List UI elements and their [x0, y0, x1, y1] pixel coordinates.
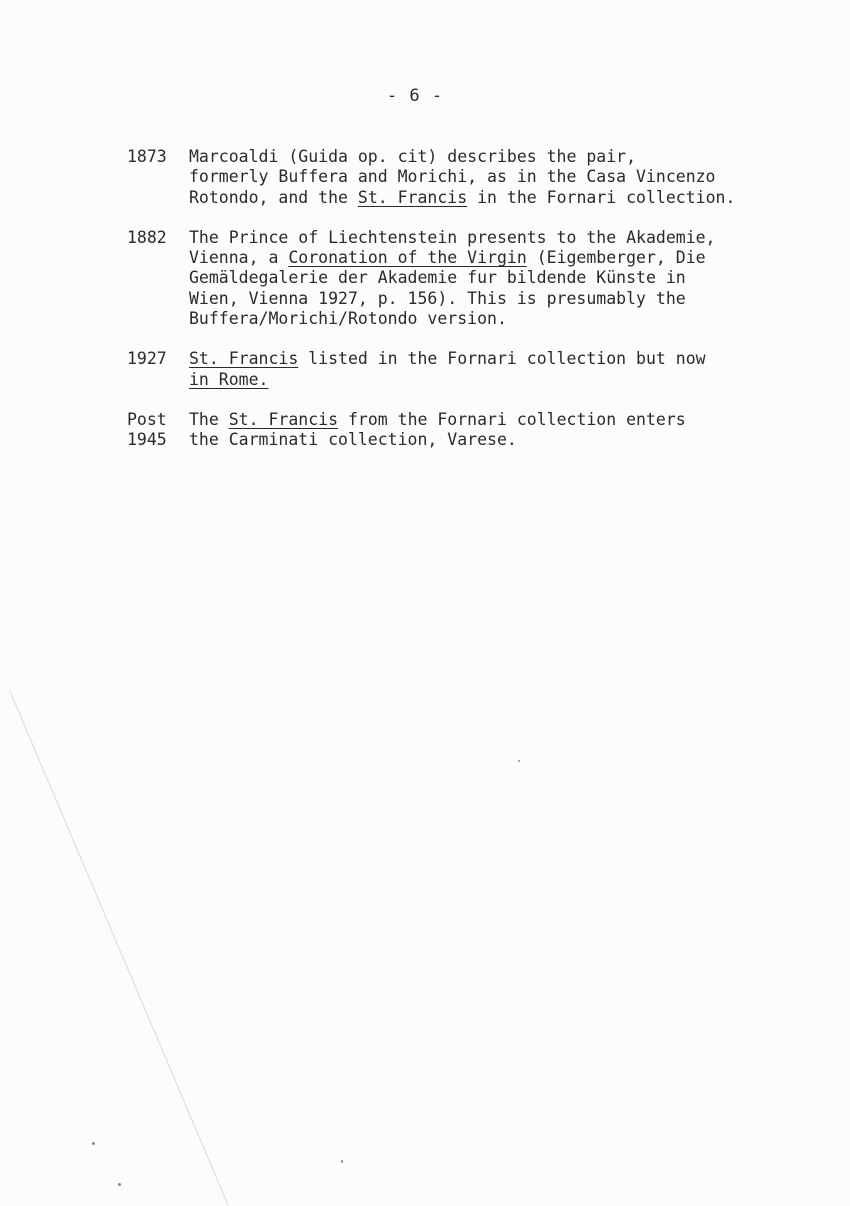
entry-year-line: 1873 — [127, 147, 167, 166]
underlined-title: Coronation of the Virgin — [288, 248, 527, 268]
text-segment: Marcoaldi (Guida op. cit) describes the pair, — [189, 147, 637, 166]
chronology-entry — [127, 228, 827, 329]
entry-text — [189, 228, 716, 329]
text-segment: from the Fornari collection enters — [338, 409, 686, 429]
chronology-entry — [127, 410, 827, 451]
entry-text-line — [189, 370, 706, 390]
entry-year-line: Post — [127, 409, 167, 429]
text-segment: The — [189, 409, 229, 429]
paper-speck — [92, 1142, 95, 1145]
entry-year-line: 1882 — [127, 227, 167, 247]
entry-text-line — [189, 410, 686, 430]
entry-text — [189, 349, 706, 390]
page-number: - 6 - — [386, 86, 444, 106]
paper-speck — [518, 760, 520, 762]
entry-year — [127, 410, 189, 451]
entry-year — [127, 147, 189, 208]
entry-text — [189, 147, 735, 208]
text-segment: Buffera/Morichi/Rotondo version. — [189, 309, 507, 329]
underlined-title: St. Francis — [357, 187, 468, 207]
chronology-entry — [127, 349, 827, 390]
entry-text-line — [189, 248, 716, 268]
paper-speck — [341, 1160, 343, 1163]
underlined-title: in Rome. — [189, 369, 269, 389]
entry-text-line — [189, 349, 706, 369]
entry-year-line: 1927 — [127, 349, 167, 369]
entry-text-line — [189, 289, 716, 309]
entry-text-line — [189, 430, 686, 450]
entry-year — [127, 228, 189, 329]
text-segment: Wien, Vienna 1927, p. 156). This is presumably the — [189, 288, 686, 308]
text-segment: formerly Buffera and Morichi, as in the Casa Vincenzo — [189, 167, 716, 187]
chronology-list — [127, 147, 827, 471]
paper-speck — [118, 1183, 121, 1186]
entry-text-line — [189, 228, 716, 248]
text-segment: Gemäldegalerie der Akademie fur bildende Künste in — [189, 268, 686, 288]
entry-text-line — [189, 268, 716, 288]
paper-crease — [9, 690, 229, 1206]
text-segment: listed in the Fornari collection but now — [298, 349, 706, 369]
text-segment: Rotondo, and the — [189, 187, 358, 207]
entry-text-line — [189, 147, 735, 167]
underlined-title: St. Francis — [189, 349, 299, 369]
entry-year-line: 1945 — [127, 430, 167, 450]
underlined-title: St. Francis — [228, 409, 339, 429]
entry-year — [127, 349, 189, 390]
text-segment: The Prince of Liechtenstein presents to the Akademie, — [189, 227, 716, 247]
entry-text — [189, 410, 686, 451]
chronology-entry — [127, 147, 827, 208]
entry-text-line — [189, 188, 735, 208]
text-segment: (Eigemberger, Die — [526, 248, 706, 268]
text-segment: in the Fornari collection. — [467, 187, 736, 207]
entry-text-line — [189, 167, 735, 187]
entry-text-line — [189, 309, 716, 329]
text-segment: Vienna, a — [189, 248, 289, 268]
text-segment: the Carminati collection, Varese. — [189, 430, 517, 450]
